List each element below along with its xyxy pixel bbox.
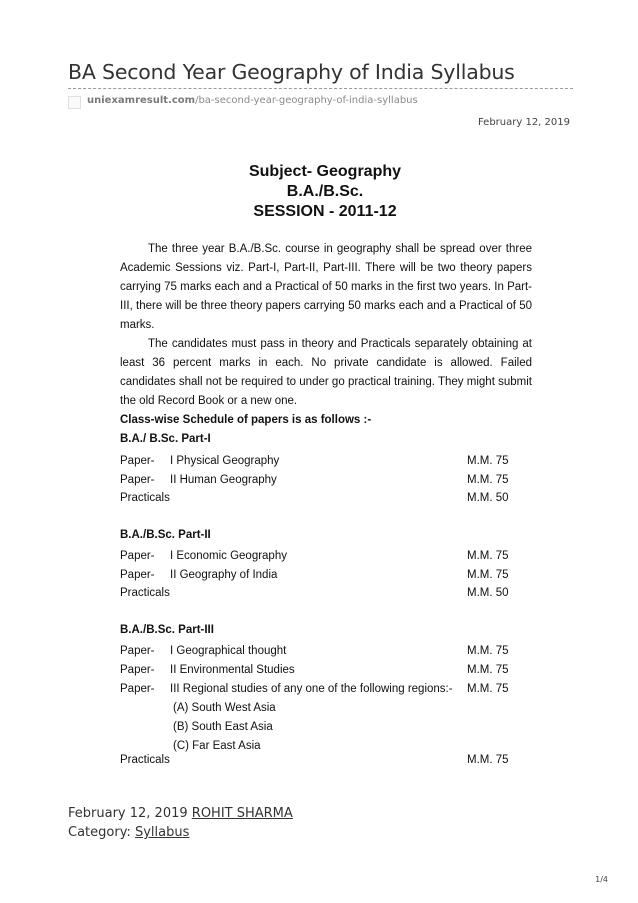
intro-paragraphs [120, 240, 532, 411]
paper-row [120, 642, 520, 661]
paper-marks: M.M. 50 [467, 587, 509, 599]
post-date: February 12, 2019 [477, 117, 570, 128]
paper-title: II Geography of India [170, 569, 278, 581]
page-number: 1/4 [595, 875, 608, 884]
paper-label: Paper- [120, 664, 155, 676]
paper-title: I Economic Geography [170, 550, 287, 562]
practicals-row [120, 584, 520, 603]
paper-row [120, 452, 520, 471]
paper-title: III Regional studies of any one of the following regions:- [170, 683, 453, 695]
paper-row [120, 547, 520, 566]
paper-marks: M.M. 75 [467, 645, 509, 657]
paper-title: I Geographical thought [170, 645, 287, 657]
paragraph-course: The three year B.A./B.Sc. course in geography shall be spread over three Academic Sessions viz. Part-I, Part-II, Part-III. There will be two theory papers carrying 75 marks each and a Practical of 50 marks in the first two years. In Part-III, there will be three theory papers carrying 50 marks each and a Practical of 50 marks. [120, 243, 532, 331]
category-link[interactable]: Syllabus [134, 825, 190, 840]
paragraph-pass-rules: The candidates must pass in theory and Practicals separately obtaining at least 36 percent marks in each. No private candidate is allowed. Failed candidates shall not be required to under go practical training. They might submit the old Record Book or a new one. [120, 338, 532, 407]
source-domain: uniexamresult.com [87, 95, 196, 106]
paper-row [120, 566, 520, 585]
footer-category [68, 825, 189, 840]
session-heading: SESSION - 2011-12 [253, 203, 397, 220]
scanned-syllabus [90, 150, 560, 785]
region-option: (C) Far East Asia [173, 740, 261, 752]
paper-marks: M.M. 75 [467, 455, 509, 467]
paper-marks: M.M. 75 [467, 754, 509, 766]
paper-label: Paper- [120, 683, 155, 695]
site-favicon-icon [68, 96, 81, 109]
paper-row [120, 680, 520, 699]
region-option: (B) South East Asia [173, 721, 273, 733]
degree-heading: B.A./B.Sc. [286, 183, 364, 200]
paper-row [120, 661, 520, 680]
paper-label: Paper- [120, 474, 155, 486]
schedule-heading: Class-wise Schedule of papers is as follows :- [120, 414, 372, 426]
subject-heading: Subject- Geography [248, 163, 402, 180]
page-title: BA Second Year Geography of India Syllabus [68, 60, 515, 84]
part-1-heading: B.A./ B.Sc. Part-I [120, 433, 211, 445]
practicals-row [120, 751, 520, 770]
category-label: Category: [68, 825, 131, 840]
paper-label: Paper- [120, 569, 155, 581]
practicals-row [120, 489, 520, 508]
paper-label: Practicals [120, 492, 170, 504]
paper-label: Practicals [120, 587, 170, 599]
source-url[interactable] [87, 95, 418, 106]
paper-title: II Human Geography [170, 474, 277, 486]
paper-label: Paper- [120, 645, 155, 657]
paper-marks: M.M. 75 [467, 569, 509, 581]
paper-marks: M.M. 50 [467, 492, 509, 504]
author-link[interactable]: ROHIT SHARMA [191, 806, 293, 821]
paper-label: Paper- [120, 455, 155, 467]
paper-label: Paper- [120, 550, 155, 562]
footer-meta [68, 806, 293, 821]
part-2-heading: B.A./B.Sc. Part-II [120, 529, 211, 541]
footer-date: February 12, 2019 [68, 806, 188, 821]
paper-marks: M.M. 75 [467, 550, 509, 562]
paper-title: I Physical Geography [170, 455, 280, 467]
title-divider [68, 88, 573, 89]
paper-marks: M.M. 75 [467, 474, 509, 486]
part-3-heading: B.A./B.Sc. Part-III [120, 624, 214, 636]
paper-marks: M.M. 75 [467, 664, 509, 676]
region-option: (A) South West Asia [173, 702, 276, 714]
source-path: /ba-second-year-geography-of-india-syllabus [195, 95, 418, 106]
paper-row [120, 471, 520, 490]
paper-label: Practicals [120, 754, 170, 766]
paper-title: II Environmental Studies [170, 664, 295, 676]
paper-marks: M.M. 75 [467, 683, 509, 695]
